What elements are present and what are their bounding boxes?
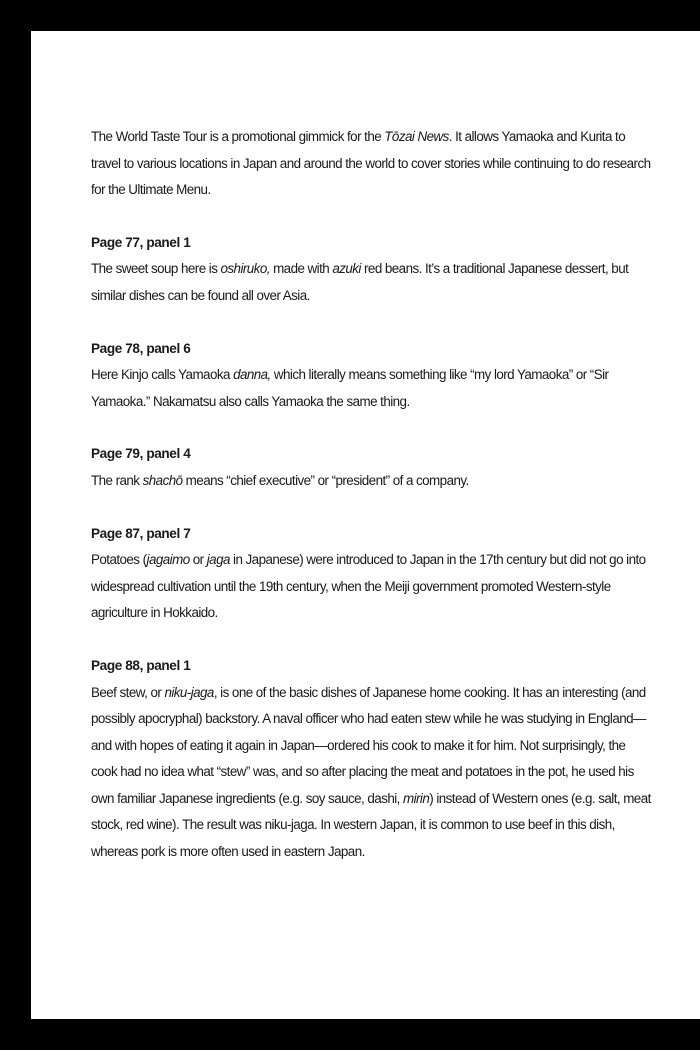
note-segment: The rank xyxy=(91,472,143,488)
note-segment: made with xyxy=(269,261,333,277)
note-segment: jagaimo xyxy=(146,552,190,568)
note-heading: Page 77, panel 1 xyxy=(91,234,191,250)
intro-segment: Tōzai News xyxy=(384,129,449,144)
note-item xyxy=(91,336,651,416)
note-body xyxy=(91,680,651,866)
note-segment: Potatoes ( xyxy=(91,552,147,568)
note-segment: jaga xyxy=(206,552,230,568)
note-segment: , is one of the basic dishes of Japanese home cooking. It has an interesting (and possibly apocryphal) backstory. A naval officer who had eaten stew while he was studying in England—and with hopes of eating it again in Japan—ordered his cook to make it for him. Not surprisingly, the cook had no idea what “stew” was, and so after placing the meat and potatoes in the pot, he used his own familiar Japanese ingredients (e.g. soy sauce, dashi, xyxy=(91,684,646,806)
note-body xyxy=(91,468,651,495)
note-item xyxy=(91,441,651,494)
note-segment: niku-jaga xyxy=(164,684,214,700)
intro-segment: . It allows Yamaoka and Kurita to travel to various locations in Japan and around the world to cover stories while continuing to do research for the Ultimate Menu. xyxy=(91,129,651,198)
note-item xyxy=(91,521,651,627)
note-segment: azuki xyxy=(332,261,361,277)
note-heading: Page 87, panel 7 xyxy=(91,525,191,541)
note-item xyxy=(91,230,651,310)
note-heading: Page 79, panel 4 xyxy=(91,446,191,462)
note-segment: or xyxy=(189,552,207,568)
note-segment: oshiruko, xyxy=(220,261,270,277)
note-body xyxy=(91,256,651,309)
note-heading: Page 88, panel 1 xyxy=(91,657,191,673)
document-page xyxy=(31,31,700,1019)
note-segment: danna, xyxy=(233,367,271,383)
note-segment: Here Kinjo calls Yamaoka xyxy=(91,367,234,383)
note-segment: in Japanese) were introduced to Japan in the 17th century but did not go into widespread cultivation until the 19th century, when the Meiji government promoted Western-style agriculture in Hokkaido. xyxy=(91,552,646,621)
note-segment: shachō xyxy=(142,472,183,488)
note-segment: ) instead of Western ones (e.g. salt, meat stock, red wine). The result was niku-jaga. In western Japan, it is common to use beef in this dish, whereas pork is more often used in eastern Japan. xyxy=(91,790,651,860)
note-segment: red beans. It’s a traditional Japanese dessert, but similar dishes can be found all over Asia. xyxy=(91,261,629,303)
note-heading: Page 78, panel 6 xyxy=(91,340,191,356)
note-segment: which literally means something like “my lord Yamaoka” or “Sir Yamaoka.” Nakamatsu also calls Yamaoka the same thing. xyxy=(91,367,609,409)
note-item xyxy=(91,653,651,866)
note-body xyxy=(91,547,651,627)
note-segment: mirin xyxy=(402,790,430,806)
note-segment: means “chief executive” or “president” of a company. xyxy=(182,472,469,488)
note-body xyxy=(91,362,651,415)
intro-segment: The World Taste Tour is a promotional gimmick for the xyxy=(91,129,385,144)
note-segment: The sweet soup here is xyxy=(91,261,221,277)
document-content xyxy=(91,124,651,892)
intro-paragraph xyxy=(91,124,651,204)
note-segment: Beef stew, or xyxy=(91,684,165,700)
